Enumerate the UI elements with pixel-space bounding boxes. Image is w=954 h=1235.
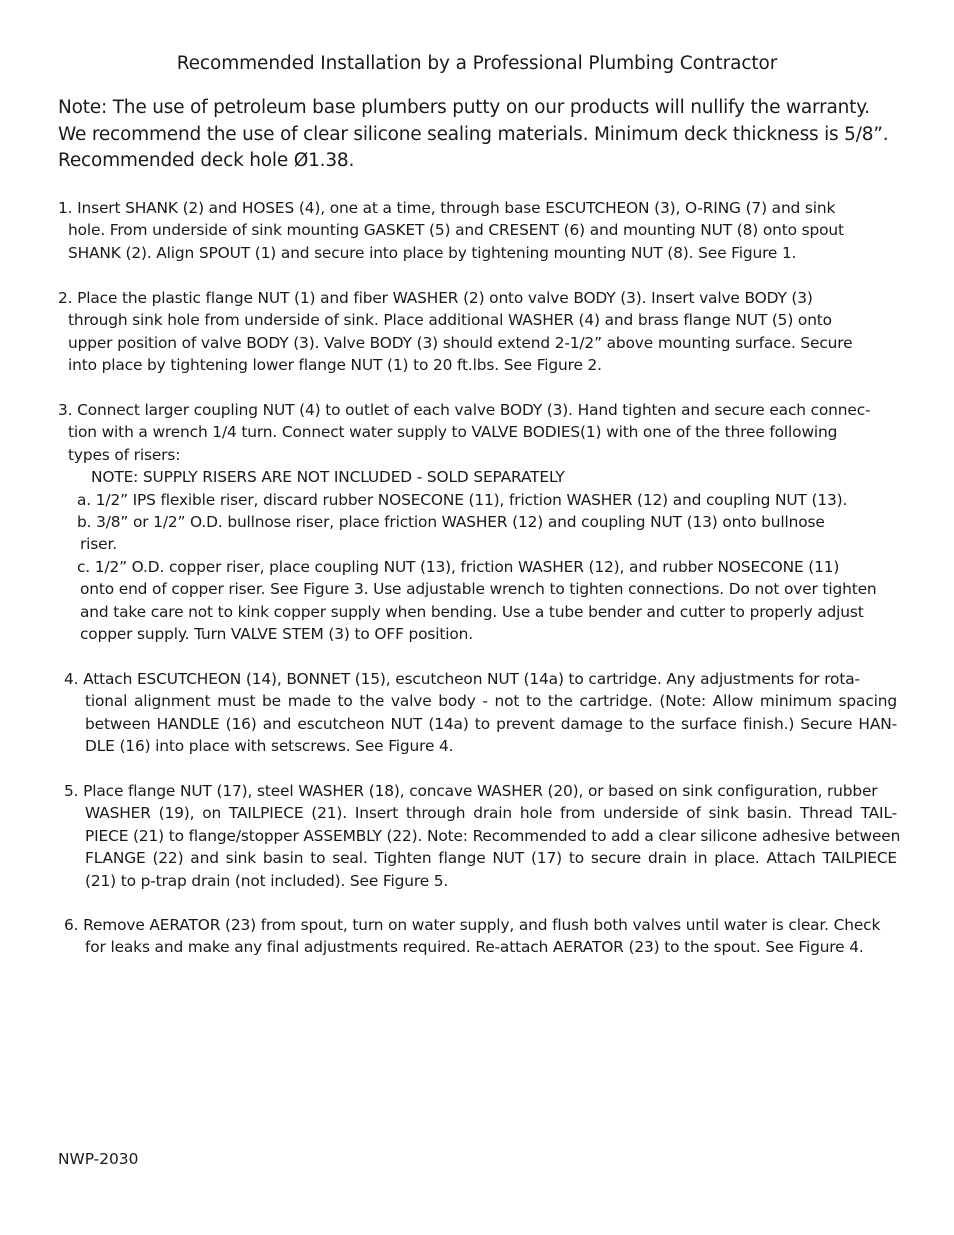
step-5 — [58, 780, 908, 892]
note-line: We recommend the use of clear silicone sealing materials. Minimum deck thickness is 5/8”. — [58, 123, 889, 145]
step-line: 1. Insert SHANK (2) and HOSES (4), one at a time, through base ESCUTCHEON (3), O-RING (7) and sink — [58, 199, 836, 217]
step-line: 4. Attach ESCUTCHEON (14), BONNET (15), escutcheon NUT (14a) to cartridge. Any adjustments for rota- — [64, 670, 860, 688]
step-line: SHANK (2). Align SPOUT (1) and secure into place by tightening mounting NUT (8). See Figure 1. — [68, 243, 797, 262]
step-line: copper supply. Turn VALVE STEM (3) to OFF position. — [80, 624, 474, 643]
step-line: 2. Place the plastic flange NUT (1) and fiber WASHER (2) onto valve BODY (3). Insert valve BODY (3) — [58, 289, 813, 307]
step-line: (21) to p-trap drain (not included). See Figure 5. — [85, 871, 449, 890]
document-title: Recommended Installation by a Professional Plumbing Contractor — [176, 53, 778, 74]
step-line: onto end of copper riser. See Figure 3. Use adjustable wrench to tighten connections. Do not over tighten — [80, 580, 877, 599]
step-3 — [58, 399, 908, 645]
step-line: tion with a wrench 1/4 turn. Connect water supply to VALVE BODIES(1) with one of the three following — [68, 423, 838, 442]
step-line: 3. Connect larger coupling NUT (4) to outlet of each valve BODY (3). Hand tighten and secure each connec- — [58, 401, 871, 419]
step-line: types of risers: — [68, 445, 181, 464]
step-line: DLE (16) into place with setscrews. See Figure 4. — [85, 737, 454, 756]
step-2 — [58, 287, 908, 377]
riser-option-c: c. 1/2” O.D. copper riser, place coupling NUT (13), friction WASHER (12), and rubber NOSECONE (11) — [77, 557, 840, 576]
step-line: PIECE (21) to flange/stopper ASSEMBLY (22). Note: Recommended to add a clear silicone adhesive between — [85, 826, 901, 845]
step-line: WASHER (19), on TAILPIECE (21). Insert through drain hole from underside of sink basin. Thread TAIL- — [85, 804, 897, 823]
step-line: FLANGE (22) and sink basin to seal. Tighten flange NUT (17) to secure drain in place. Attach TAILPIECE — [85, 849, 897, 868]
step-line: through sink hole from underside of sink. Place additional WASHER (4) and brass flange NUT (5) onto — [68, 311, 832, 330]
warranty-note — [58, 95, 918, 175]
step-line: 6. Remove AERATOR (23) from spout, turn on water supply, and flush both valves until water is clear. Check — [64, 916, 881, 934]
step-line: for leaks and make any final adjustments required. Re-attach AERATOR (23) to the spout. See Figure 4. — [85, 938, 864, 957]
supply-risers-note: NOTE: SUPPLY RISERS ARE NOT INCLUDED - SOLD SEPARATELY — [91, 468, 565, 487]
step-1 — [58, 197, 908, 264]
step-6 — [58, 914, 908, 959]
riser-option-b: b. 3/8” or 1/2” O.D. bullnose riser, place friction WASHER (12) and coupling NUT (13) onto bullnose — [77, 512, 825, 531]
model-number: NWP-2030 — [58, 1150, 139, 1168]
note-line: Recommended deck hole Ø1.38. — [58, 150, 355, 171]
step-line: upper position of valve BODY (3). Valve BODY (3) should extend 2-1/2” above mounting surface. Secure — [68, 333, 853, 352]
step-line: hole. From underside of sink mounting GASKET (5) and CRESENT (6) and mounting NUT (8) onto spout — [68, 221, 844, 240]
step-4 — [58, 668, 908, 758]
step-line: between HANDLE (16) and escutcheon NUT (14a) to prevent damage to the surface finish.) Secure HAN- — [85, 714, 897, 733]
step-line: and take care not to kink copper supply when bending. Use a tube bender and cutter to properly adjust — [80, 602, 864, 621]
step-line: into place by tightening lower flange NUT (1) to 20 ft.lbs. See Figure 2. — [68, 356, 602, 375]
step-line: tional alignment must be made to the valve body - not to the cartridge. (Note: Allow minimum spacing — [85, 692, 897, 711]
riser-option-a: a. 1/2” IPS flexible riser, discard rubber NOSECONE (11), friction WASHER (12) and coupling NUT (13). — [77, 490, 848, 509]
step-line: riser. — [80, 535, 117, 554]
step-line: 5. Place flange NUT (17), steel WASHER (18), concave WASHER (20), or based on sink configuration, rubber — [64, 782, 878, 800]
note-line: Note: The use of petroleum base plumbers putty on our products will nullify the warranty. — [58, 97, 870, 118]
